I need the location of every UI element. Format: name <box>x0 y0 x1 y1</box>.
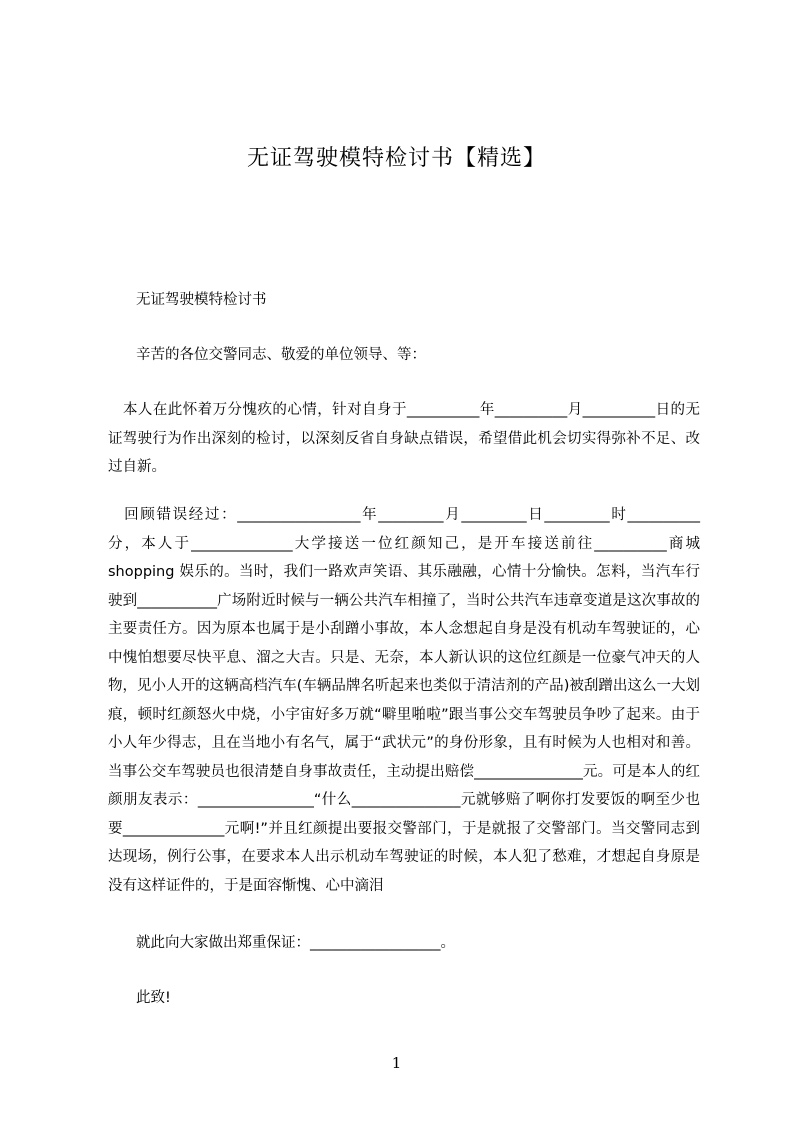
paragraph-incident: 回顾错误经过：_________________年_________月_________日_________时__________分，本人于______________大学接送一位红颜知己，是开车接送前往__________商城 shopping 娱乐的。当时，我们一路欢声笑语、其乐融融，心情十分愉快。怎料，当汽车行驶到___________广场附近时候与一辆公共汽车相撞了，当时公共汽车违章变道是这次事故的主要责任方。因为原本也属于是小刮蹭小事故，本人念想起自身是没有机动车驾驶证的，心中愧怕想要尽快平息、溜之大吉。只是、无奈，本人新认识的这位红颜是一位豪气冲天的人物，见小人开的这辆高档汽车(车辆品牌名听起来也类似于清洁剂的产品)被刮蹭出这么一大划痕，顿时红颜怒火中烧，小宇宙好多万就“噼里啪啦”跟当事公交车驾驶员争吵了起来。由于小人年少得志，且在当地小有名气，属于“武状元”的身份形象，且有时候为人也相对和善。当事公交车驾驶员也很清楚自身事故责任，主动提出赔偿_______________元。可是本人的红颜朋友表示：________________“什么_______________元就够赔了啊你打发要饭的啊至少也要______________元啊!”并且红颜提出要报交警部门，于是就报了交警部门。当交警同志到达现场，例行公事，在要求本人出示机动车驾驶证的时候，本人犯了愁难，才想起自身原是没有这样证件的，于是面容惭愧、心中滴泪 <box>108 507 700 894</box>
guarantee-line: 就此向大家做出郑重保证：__________________。 <box>136 935 455 951</box>
salutation: 辛苦的各位交警同志、敬爱的单位领导、等： <box>136 347 426 363</box>
page-number: 1 <box>391 1054 402 1072</box>
document-subtitle: 无证驾驶模特检讨书 <box>136 292 267 308</box>
document-title: 无证驾驶模特检讨书【精选】 <box>246 146 546 171</box>
paragraph-intro: 本人在此怀着万分愧疚的心情，针对自身于__________年__________月__________日的无证驾驶行为作出深刻的检讨，以深刻反省自身缺点错误，希望借此机会切实得弥补不足、改过自新。 <box>108 402 700 475</box>
closing-line: 此致! <box>136 990 171 1006</box>
